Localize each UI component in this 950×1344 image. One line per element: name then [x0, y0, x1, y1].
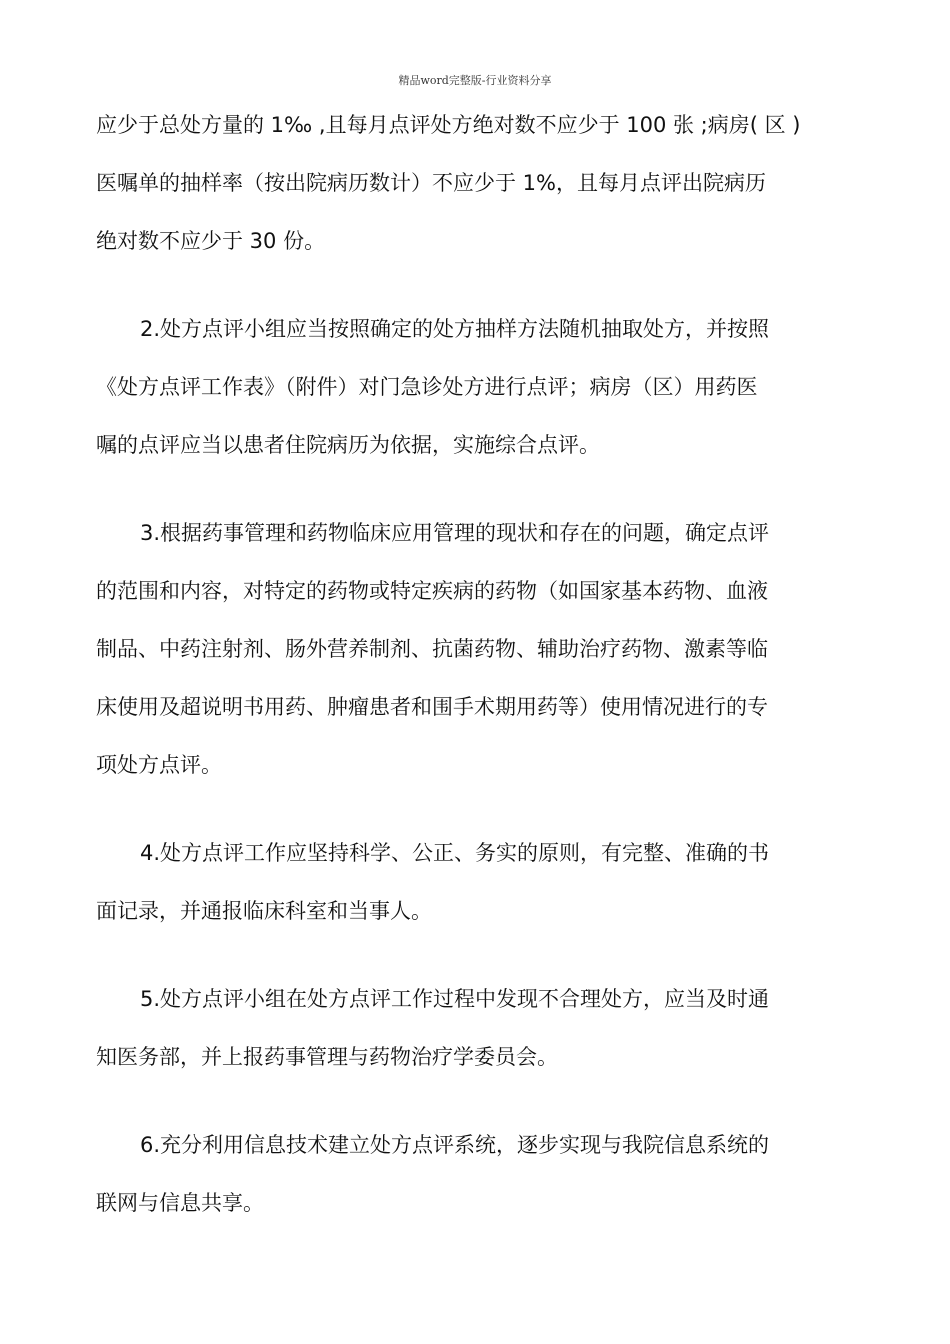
- text-line: 2.处方点评小组应当按照确定的处方抽样方法随机抽取处方，并按照: [140, 317, 770, 341]
- text-line: 绝对数不应少于 30 份。: [96, 229, 326, 253]
- paragraph-item-2: [96, 300, 856, 474]
- text-line: 5.处方点评小组在处方点评工作过程中发现不合理处方，应当及时通: [140, 987, 770, 1011]
- text-line: 医嘱单的抽样率（按出院病历数计）不应少于 1%，且每月点评出院病历: [96, 171, 766, 195]
- text-line: 嘱的点评应当以患者住院病历为依据，实施综合点评。: [96, 433, 600, 457]
- text-line: 床使用及超说明书用药、肿瘤患者和围手术期用药等）使用情况进行的专: [96, 695, 768, 719]
- text-line: 3.根据药事管理和药物临床应用管理的现状和存在的问题，确定点评: [140, 521, 770, 545]
- text-line: 面记录，并通报临床科室和当事人。: [96, 899, 432, 923]
- text-line: 应少于总处方量的 1‰ ,且每月点评处方绝对数不应少于 100 张 ;病房( 区 ): [96, 113, 801, 137]
- text-line: 的范围和内容，对特定的药物或特定疾病的药物（如国家基本药物、血液: [96, 579, 768, 603]
- text-line: 项处方点评。: [96, 753, 222, 777]
- paragraph-item-6: [96, 1116, 856, 1232]
- text-line: 制品、中药注射剂、肠外营养制剂、抗菌药物、辅助治疗药物、激素等临: [96, 637, 768, 661]
- text-line: 知医务部，并上报药事管理与药物治疗学委员会。: [96, 1045, 558, 1069]
- document-body: [96, 96, 856, 1262]
- paragraph-continuation: [96, 96, 856, 270]
- paragraph-item-3: [96, 504, 856, 794]
- text-line: 《处方点评工作表》（附件）对门急诊处方进行点评；病房（区）用药医: [96, 375, 758, 399]
- page-header: 精品word完整版-行业资料分享: [398, 74, 552, 87]
- paragraph-item-5: [96, 970, 856, 1086]
- text-line: 4.处方点评工作应坚持科学、公正、务实的原则，有完整、准确的书: [140, 841, 770, 865]
- paragraph-item-4: [96, 824, 856, 940]
- text-line: 6.充分利用信息技术建立处方点评系统，逐步实现与我院信息系统的: [140, 1133, 770, 1157]
- text-line: 联网与信息共享。: [96, 1191, 264, 1215]
